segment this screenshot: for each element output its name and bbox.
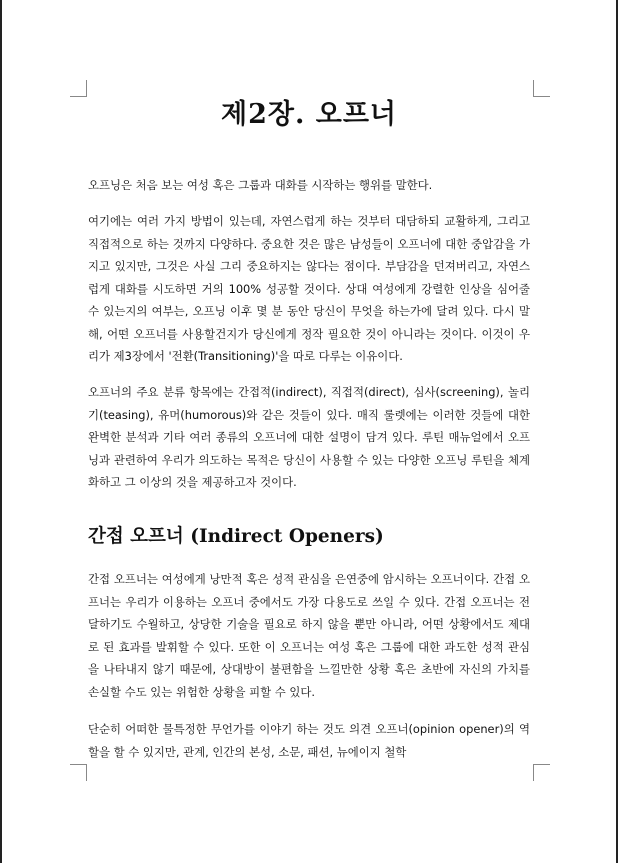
page-border-left [0,0,2,863]
paragraph-opinion-opener: 단순히 어떠한 물특정한 무언가를 이야기 하는 것도 의견 오프너(opinion opener)의 역할을 할 수 있지만, 관계, 인간의 본성, 소문, 패션, 뉴에이지 철학 [88,722,530,759]
paragraph-categories: 오프너의 주요 분류 항목에는 간접적(indirect), 직접적(direct), 심사(screening), 놀리기(teasing), 유머(humorous)와 같은 것들이 있다. 매직 룰렛에는 이러한 것들에 대한 완벽한 분석과 기타 여러 종류의 오프너에 대한 설명이 담겨 있다. 루틴 매뉴얼에서 오프닝과 관련하여 우리가 의도하는 목적은 당신이 사용할 수 있는 다양한 오프닝 루틴을 체계화하고 그 이상의 것을 제공하고자 것이다. [88,385,530,489]
crop-mark-bottom-left [70,764,87,781]
crop-mark-top-right [533,80,550,97]
chapter-title: 제2장. 오프너 [221,99,397,130]
section-heading: 간접 오프너 (Indirect Openers) [88,526,384,547]
crop-mark-bottom-right [533,764,550,781]
crop-mark-top-left [70,80,87,97]
paragraph-indirect-openers: 간접 오프너는 여성에게 낭만적 혹은 성적 관심을 은연중에 암시하는 오프너이다. 간접 오프너는 우리가 이용하는 오프너 중에서도 가장 다용도로 쓰일 수 있다. 간접 오프너는 전달하기도 수월하고, 상당한 기술을 필요로 하지 않을 뿐만 아니라, 어떤 상황에서도 제대로 된 효과를 발휘할 수 있다. 또한 이 오프너는 여성 혹은 그룹에 대한 과도한 성적 관심을 나타내지 않기 때문에, 상대방이 불편함을 느낄만한 상황 혹은 초반에 자신의 가치를 손실할 수도 있는 위험한 상황을 피할 수 있다. [88,572,530,699]
paragraph-methods: 여기에는 여러 가지 방법이 있는데, 자연스럽게 하는 것부터 대담하되 교활하게, 그리고 직접적으로 하는 것까지 다양하다. 중요한 것은 많은 남성들이 오프너에 대한 중압감을 가지고 있지만, 그것은 사실 그리 중요하지는 않다는 점이다. 부담감을 던져버리고, 자연스럽게 대화를 시도하면 거의 100% 성공할 것이다. 상대 여성에게 강렬한 인상을 심어줄 수 있는지의 여부는, 오프닝 이후 몇 분 동안 당신이 무엇을 하는가에 달려 있다. 다시 말해, 어떤 오프너를 사용할건지가 당신에게 정작 필요한 것이 아니라는 것이다. 이것이 우리가 제3장에서 '전환(Transitioning)'을 따로 다루는 이유이다. [88,214,530,363]
paragraph-intro: 오프닝은 처음 보는 여성 혹은 그룹과 대화를 시작하는 행위를 말한다. [88,178,433,192]
